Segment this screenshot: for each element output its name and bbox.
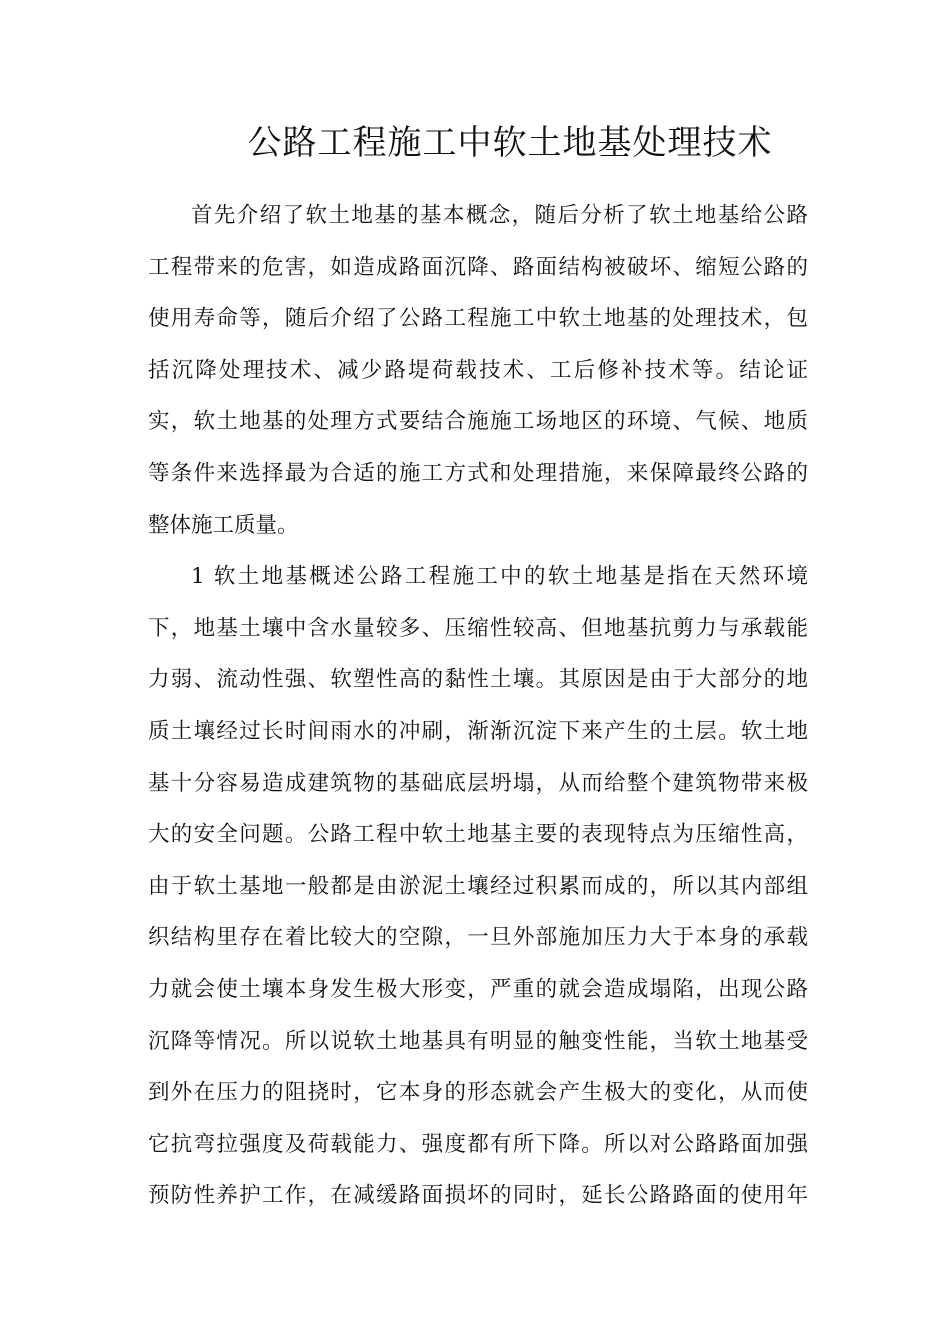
- paragraph-2-line-7: 由于软土基地一般都是由淤泥土壤经过积累而成的，所以其内部组: [148, 873, 808, 899]
- paragraph-1-line-4: 括沉降处理技术、减少路堤荷载技术、工后修补技术等。结论证: [148, 357, 808, 383]
- paragraph-2-line-3: 力弱、流动性强、软塑性高的黏性土壤。其原因是由于大部分的地: [148, 667, 808, 693]
- paragraph-1-line-3: 使用寿命等，随后介绍了公路工程施工中软土地基的处理技术，包: [148, 306, 808, 332]
- paragraph-1-line-6: 等条件来选择最为合适的施工方式和处理措施，来保障最终公路的: [148, 460, 808, 486]
- paragraph-2-line-8: 织结构里存在着比较大的空隙，一旦外部施加压力大于本身的承载: [148, 925, 808, 951]
- paragraph-2-line-1: 1 软土地基概述公路工程施工中的软土地基是指在天然环境: [191, 564, 808, 590]
- paragraph-2-line-13: 预防性养护工作，在减缓路面损坏的同时，延长公路路面的使用年: [148, 1183, 808, 1209]
- paragraph-2-line-6: 大的安全问题。公路工程中软土地基主要的表现特点为压缩性高，: [148, 822, 808, 848]
- paragraph-2-line-4: 质土壤经过长时间雨水的冲刷，渐渐沉淀下来产生的土层。软土地: [148, 718, 808, 744]
- paragraph-1-line-2: 工程带来的危害，如造成路面沉降、路面结构被破坏、缩短公路的: [148, 254, 808, 280]
- paragraph-2-line-9: 力就会使土壤本身发生极大形变，严重的就会造成塌陷，出现公路: [148, 976, 808, 1002]
- paragraph-2-line-5: 基十分容易造成建筑物的基础底层坍塌，从而给整个建筑物带来极: [148, 770, 808, 796]
- document-title: 公路工程施工中软土地基处理技术: [247, 123, 773, 163]
- paragraph-1-line-1: 首先介绍了软土地基的基本概念，随后分析了软土地基给公路: [191, 203, 808, 228]
- paragraph-2-line-11: 到外在压力的阻挠时，它本身的形态就会产生极大的变化，从而使: [148, 1080, 808, 1106]
- paragraph-1-line-7: 整体施工质量。: [148, 512, 299, 538]
- document-body: [148, 190, 808, 1222]
- paragraph-2-line-10: 沉降等情况。所以说软土地基具有明显的触变性能，当软土地基受: [148, 1028, 808, 1054]
- paragraph-1-line-5: 实，软土地基的处理方式要结合施施工场地区的环境、气候、地质: [148, 409, 808, 435]
- paragraph-2-line-12: 它抗弯拉强度及荷载能力、强度都有所下降。所以对公路路面加强: [148, 1131, 808, 1157]
- paragraph-2-line-2: 下，地基土壤中含水量较多、压缩性较高、但地基抗剪力与承载能: [148, 615, 808, 641]
